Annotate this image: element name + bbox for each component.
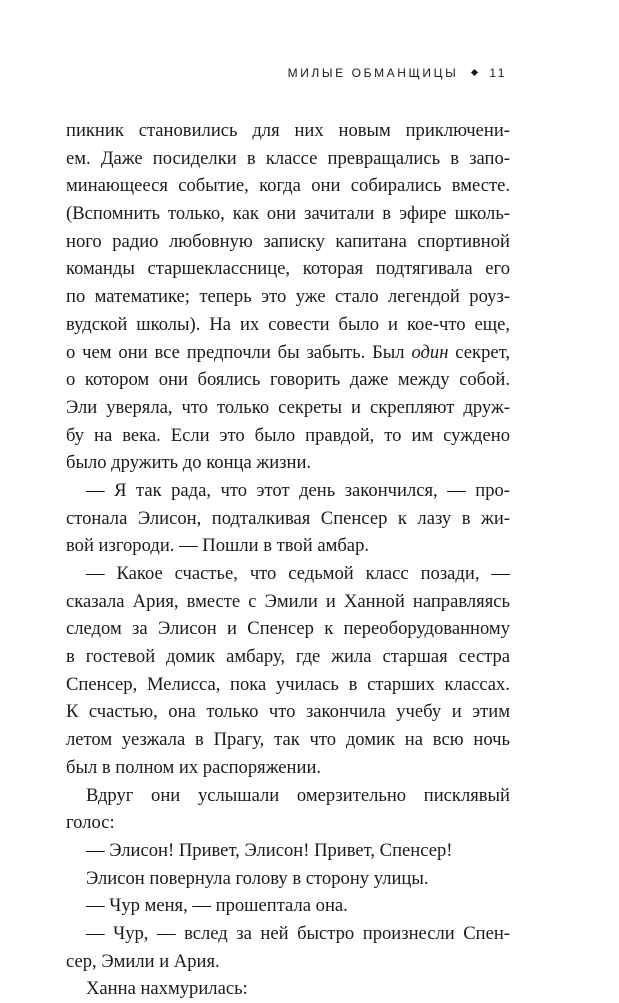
text-line: был в полном их распоряжении.	[66, 756, 322, 778]
text-line: летом уезжала в Прагу, так что домик на всю ночь	[66, 729, 510, 751]
text-line: бу на века. Если это было правдой, то им суждено	[66, 424, 510, 446]
page-number: 11	[489, 66, 507, 80]
text-line: сказала Ария, вместе с Эмили и Ханной направляясь	[66, 590, 510, 612]
text-line: К счастью, она только что закончила учебу и этим	[66, 701, 510, 723]
text-line: Элисон повернула голову в сторону улицы.	[86, 867, 429, 889]
text-line: по математике; теперь это уже стало легендой роуз-	[66, 286, 510, 308]
text-line: — Чур, — вслед за ней быстро произнесли Спен-	[86, 922, 510, 944]
text-line: Спенсер, Мелисса, пока училась в старших классах.	[66, 673, 510, 695]
text-line: вудской школы). На их совести было и кое-что еще,	[66, 313, 510, 335]
body-text	[66, 117, 510, 1003]
book-title: МИЛЫЕ ОБМАНЩИЦЫ	[287, 66, 459, 80]
text-line: ем. Даже посиделки в классе превращались в запо-	[66, 147, 510, 169]
text-line: — Какое счастье, что седьмой класс позади, —	[86, 563, 510, 584]
text-line: вой изгороди. — Пошли в твой амбар.	[66, 535, 370, 557]
text-line: — Я так рада, что этот день закончился, — про-	[86, 479, 510, 501]
text-line: следом за Элисон и Спенсер к переоборудованному	[66, 618, 510, 640]
text-line: — Чур меня, — прошептала она.	[86, 895, 348, 917]
running-header	[288, 66, 507, 80]
text-line: было дружить до конца жизни.	[66, 452, 312, 474]
text-segment: секрет,	[448, 341, 510, 363]
text-line: Эли уверяла, что только секреты и скрепляют друж-	[66, 396, 510, 418]
text-line: сер, Эмили и Ария.	[66, 950, 220, 972]
diamond-separator-icon	[471, 69, 478, 76]
text-segment: о чем они все предпочли бы забыть. Был	[66, 341, 412, 363]
text-line: в гостевой домик амбару, где жила старшая сестра	[66, 646, 510, 668]
text-line: Ханна нахмурилась:	[86, 978, 248, 1000]
text-line: стонала Элисон, подталкивая Спенсер к лазу в жи-	[66, 507, 510, 529]
text-line: ного радио любовную записку капитана спортивной	[66, 230, 510, 252]
text-line: — Элисон! Привет, Элисон! Привет, Спенсер!	[86, 839, 453, 861]
text-line: минающееся событие, когда они собирались вместе.	[66, 175, 510, 197]
text-line: голос:	[66, 812, 115, 834]
text-line: Вдруг они услышали омерзительно писклявый	[86, 784, 510, 806]
text-line: о котором они боялись говорить даже между собой.	[66, 369, 510, 391]
text-line: (Вспомнить только, как они зачитали в эфире школь-	[66, 203, 510, 225]
text-line: команды старшекласснице, которая подтягивала его	[66, 258, 510, 280]
text-line: пикник становились для них новым приключени-	[66, 120, 510, 141]
text-line	[66, 339, 510, 367]
emphasis-word: один	[411, 341, 449, 363]
